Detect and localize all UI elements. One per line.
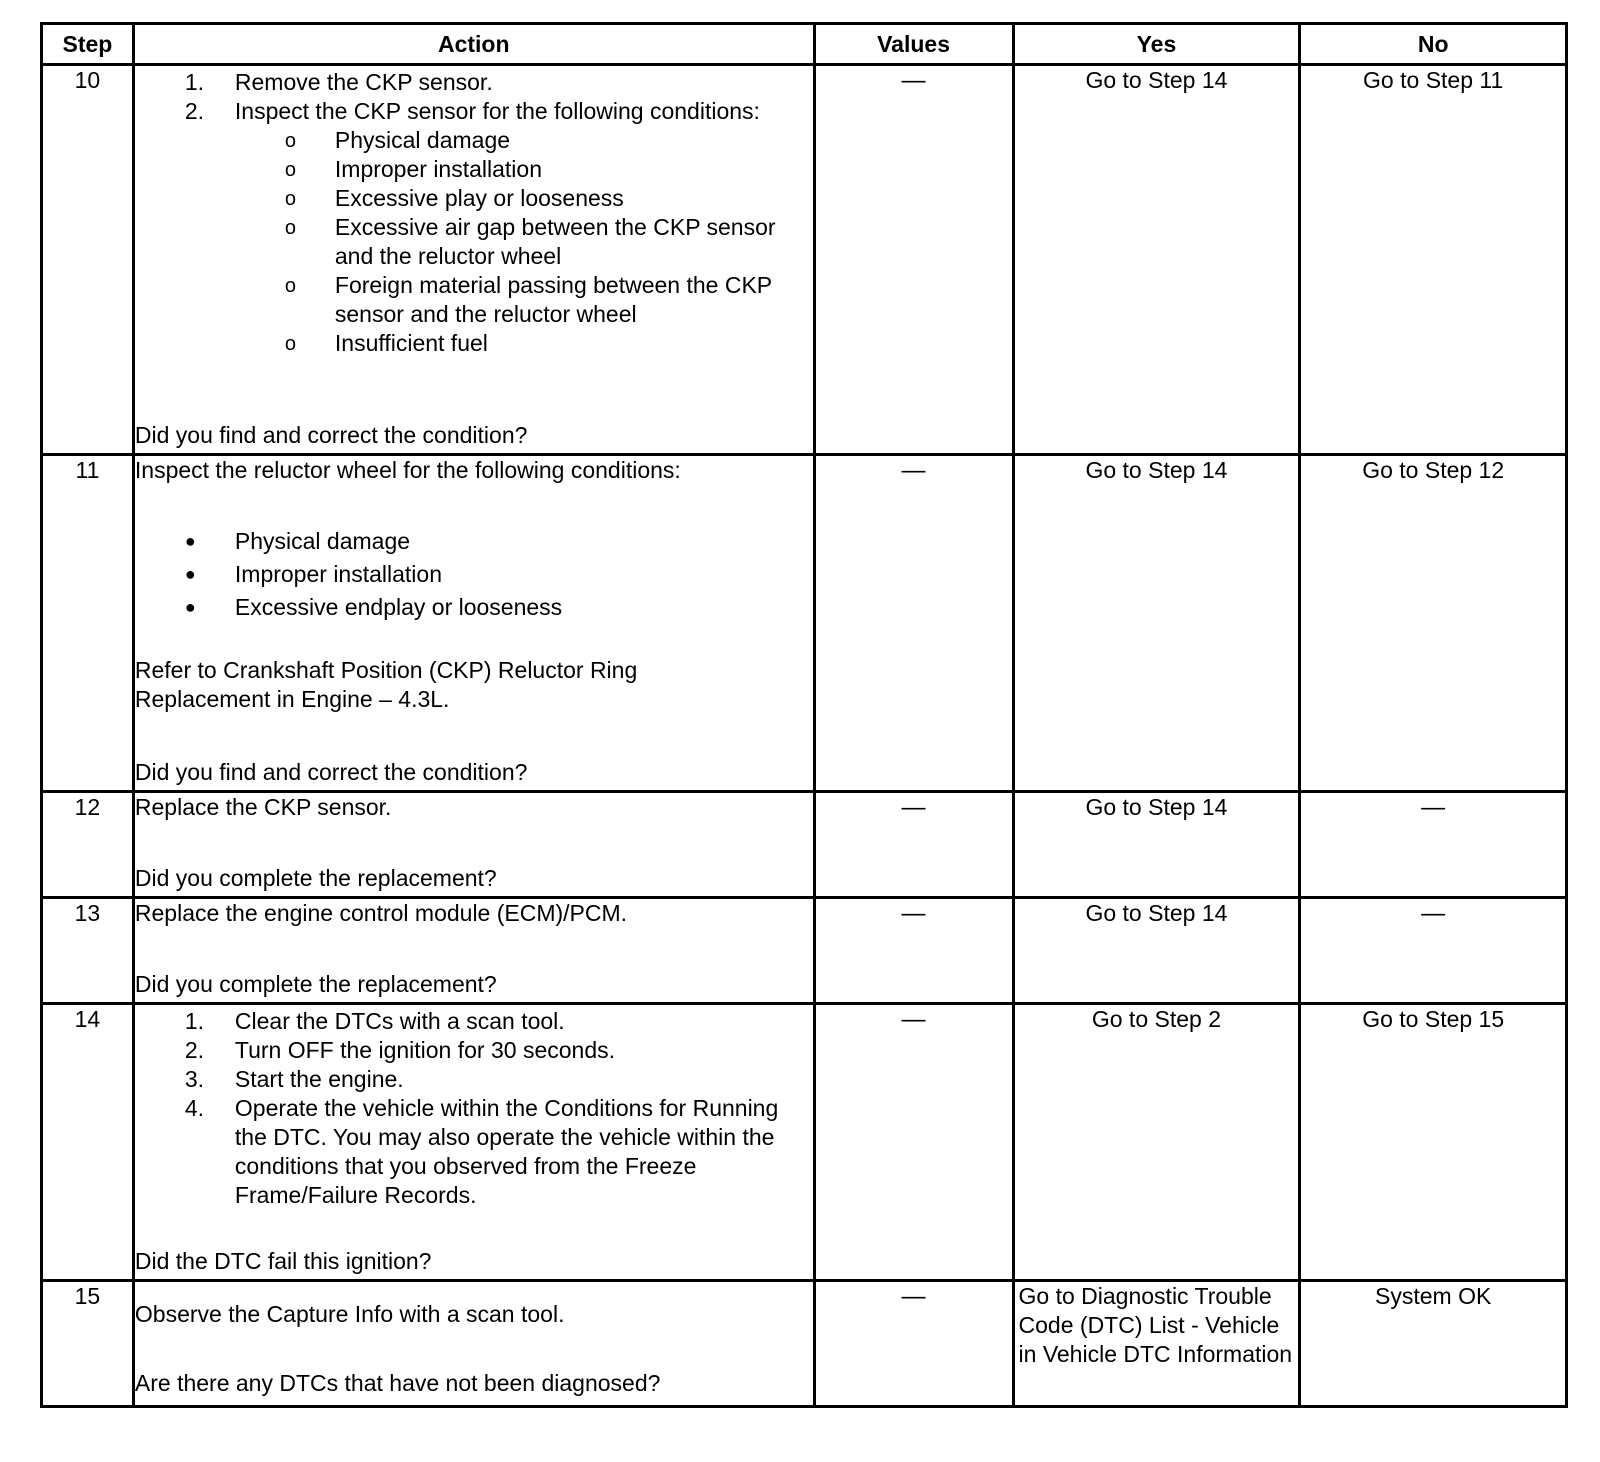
header-row [42, 24, 1567, 65]
diagnostic-table [40, 22, 1568, 1408]
list-item: 2. Turn OFF the ignition for 30 seconds. [184, 1037, 615, 1063]
yes-cell: Go to Step 14 [1013, 792, 1300, 898]
yes-cell: Go to Step 14 [1013, 65, 1300, 455]
table-row-step-11 [42, 455, 1567, 792]
sub-list-item: o Excessive air gap between the CKP sensor and the reluctor wheel [284, 214, 776, 269]
numbered-list [135, 1007, 813, 1210]
question-text: Did you find and correct the condition? [134, 422, 528, 448]
step-number: 14 [42, 1004, 134, 1281]
question-text: Are there any DTCs that have not been diagnosed? [134, 1370, 661, 1396]
question-text: Did you complete the replacement? [134, 865, 497, 891]
header-step: Step [42, 24, 134, 65]
values-cell: — [814, 455, 1013, 792]
values-cell: — [814, 792, 1013, 898]
table-row-step-12 [42, 792, 1567, 898]
action-cell [133, 792, 814, 898]
table-row-step-15 [42, 1281, 1567, 1407]
action-cell [133, 1281, 814, 1407]
list-item: 3. Start the engine. [184, 1066, 404, 1092]
no-cell: Go to Step 12 [1300, 455, 1567, 792]
table-row-step-14 [42, 1004, 1567, 1281]
sub-list-item: o Foreign material passing between the CKP sensor and the reluctor wheel [284, 272, 772, 327]
list-item: ● Improper installation [184, 561, 442, 587]
sub-list-item: o Physical damage [284, 127, 511, 153]
list-item: 4. Operate the vehicle within the Conditions for Running the DTC. You may also operate the vehicle within the conditions that you observed from the Freeze Frame/Failure Records. [184, 1095, 779, 1208]
list-item: ● Physical damage [184, 528, 411, 554]
step-number: 13 [42, 898, 134, 1004]
no-cell: System OK [1300, 1281, 1567, 1407]
action-text: Replace the engine control module (ECM)/PCM. [134, 900, 628, 926]
step-number: 11 [42, 455, 134, 792]
values-cell: — [814, 898, 1013, 1004]
action-text: Observe the Capture Info with a scan tool. [134, 1301, 565, 1327]
question-text: Did you complete the replacement? [134, 971, 497, 997]
yes-cell: Go to Diagnostic Trouble Code (DTC) List - Vehicle in Vehicle DTC Information [1013, 1281, 1300, 1407]
intro-text: Inspect the reluctor wheel for the following conditions: [134, 457, 681, 483]
table-row-step-10 [42, 65, 1567, 455]
refer-text: Refer to Crankshaft Position (CKP) Reluctor Ring Replacement in Engine – 4.3L. [134, 657, 638, 712]
list-item: 2. Inspect the CKP sensor for the following conditions: o Physical damage o Improper installation o Excessive play or looseness o Excessive air gap between the CKP sensor and the reluctor wheel o Foreign material passing between the CKP sensor and the reluctor wheel o Insufficient fuel [135, 97, 813, 358]
header-yes: Yes [1013, 24, 1300, 65]
list-item: ● Excessive endplay or looseness [184, 594, 563, 620]
action-cell [133, 1004, 814, 1281]
step-number: 10 [42, 65, 134, 455]
sub-list [235, 126, 813, 358]
action-cell [133, 898, 814, 1004]
values-cell: — [814, 65, 1013, 455]
action-cell [133, 65, 814, 455]
step-number: 12 [42, 792, 134, 898]
sub-list-item: o Insufficient fuel [284, 330, 488, 356]
header-action: Action [133, 24, 814, 65]
no-cell: — [1300, 792, 1567, 898]
numbered-list [135, 68, 813, 358]
sub-list-item: o Excessive play or looseness [284, 185, 624, 211]
sub-list-item: o Improper installation [284, 156, 542, 182]
question-text: Did the DTC fail this ignition? [134, 1248, 432, 1274]
values-cell: — [814, 1004, 1013, 1281]
yes-cell: Go to Step 14 [1013, 455, 1300, 792]
no-cell: — [1300, 898, 1567, 1004]
list-item: 1. Clear the DTCs with a scan tool. [184, 1008, 565, 1034]
no-cell: Go to Step 11 [1300, 65, 1567, 455]
bullet-list [135, 525, 813, 624]
list-item: 1. Remove the CKP sensor. [184, 69, 493, 95]
header-no: No [1300, 24, 1567, 65]
no-cell: Go to Step 15 [1300, 1004, 1567, 1281]
yes-cell: Go to Step 14 [1013, 898, 1300, 1004]
action-cell [133, 455, 814, 792]
step-number: 15 [42, 1281, 134, 1407]
question-text: Did you find and correct the condition? [134, 759, 528, 785]
yes-cell: Go to Step 2 [1013, 1004, 1300, 1281]
table-row-step-13 [42, 898, 1567, 1004]
values-cell: — [814, 1281, 1013, 1407]
action-text: Replace the CKP sensor. [134, 794, 392, 820]
header-values: Values [814, 24, 1013, 65]
